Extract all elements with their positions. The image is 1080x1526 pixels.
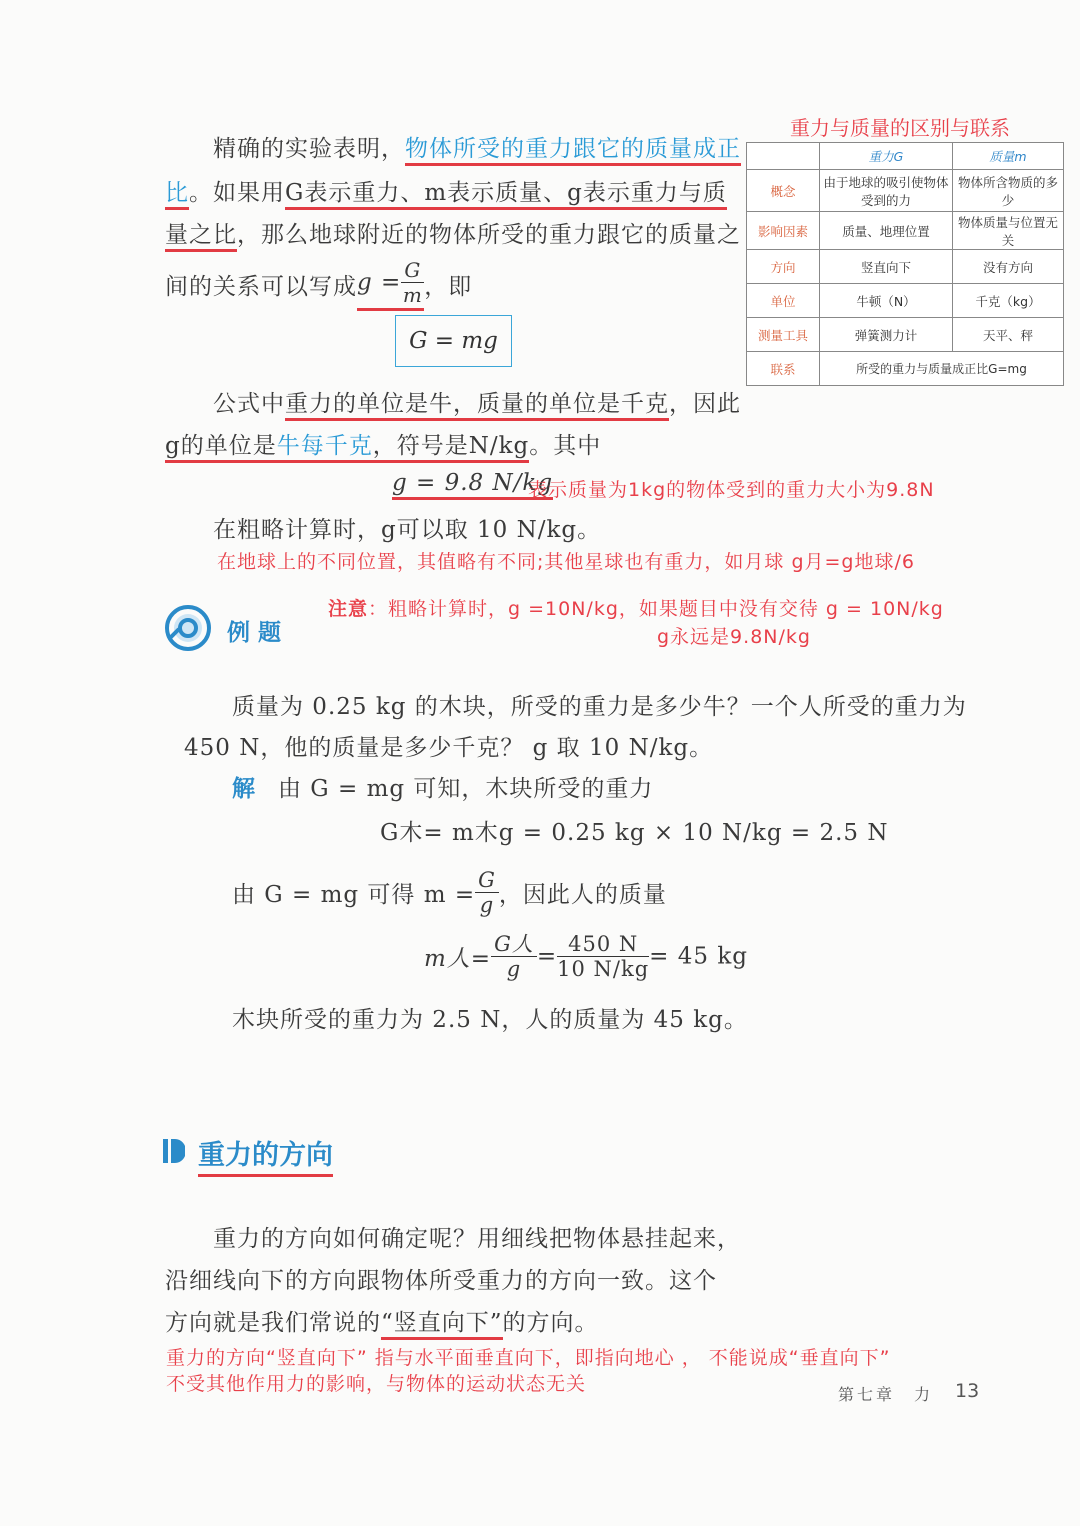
fraction bbox=[475, 868, 499, 917]
underlined-text: 重力的单位是牛，质量的单位是千克 bbox=[285, 391, 669, 421]
highlight-text: 牛每千克 bbox=[277, 433, 373, 463]
para2-line1 bbox=[213, 385, 741, 418]
table-row bbox=[747, 250, 1064, 284]
comparison-table bbox=[746, 142, 1064, 386]
page-number: 13 bbox=[955, 1380, 980, 1402]
cell-mass: 天平、秤 bbox=[953, 318, 1064, 352]
cell-mass: 千克（kg） bbox=[953, 284, 1064, 318]
para1-line4 bbox=[165, 258, 473, 307]
equation-1: G木= m木g = 0.25 kg × 10 N/kg = 2.5 N bbox=[380, 820, 889, 846]
text: 由 G = mg 可得 m = bbox=[232, 882, 476, 908]
g-value-note: 表示质量为1kg的物体受到的重力大小为9.8N bbox=[528, 479, 935, 501]
para1-line3 bbox=[165, 216, 741, 249]
table-row bbox=[747, 318, 1064, 352]
red-note-direction-1: 重力的方向“竖直向下” 指与水平面垂直向下，即指向地心 ， 不能说成“垂直向下” bbox=[166, 1347, 891, 1369]
text: ，即 bbox=[424, 274, 473, 300]
example-question-line1: 质量为 0.25 kg 的木块，所受的重力是多少牛？一个人所受的重力为 bbox=[232, 694, 967, 720]
cell-gravity: 竖直向下 bbox=[820, 250, 953, 284]
section-title: 重力的方向 bbox=[198, 1133, 333, 1177]
fraction bbox=[557, 932, 649, 981]
table-row bbox=[747, 170, 1064, 212]
denominator: 10 N/kg bbox=[557, 957, 650, 981]
cell-gravity: 弹簧测力计 bbox=[820, 318, 953, 352]
para1-line2 bbox=[165, 174, 727, 207]
text: 公式中 bbox=[213, 391, 285, 417]
chapter-label: 第七章 力 bbox=[838, 1385, 934, 1404]
example-icon bbox=[165, 605, 211, 651]
solution-label: 解 bbox=[232, 776, 256, 802]
underlined-text: 量之比 bbox=[165, 222, 237, 252]
example-question-line2: 450 N，他的质量是多少千克？ g 取 10 N/kg。 bbox=[184, 735, 714, 761]
denominator: m bbox=[402, 283, 423, 307]
row-label: 测量工具 bbox=[747, 318, 820, 352]
numerator: G bbox=[401, 258, 424, 283]
cell-mass: 没有方向 bbox=[953, 250, 1064, 284]
text: ，因此人的质量 bbox=[498, 882, 667, 908]
para2-line2 bbox=[165, 427, 601, 460]
underlined-text: “竖直向下” bbox=[381, 1310, 503, 1340]
row-label: 联系 bbox=[747, 352, 820, 386]
numerator: G人 bbox=[491, 932, 537, 957]
red-note-direction-2: 不受其他作用力的影响，与物体的运动状态无关 bbox=[166, 1373, 587, 1395]
cell-relation: 所受的重力与质量成正比G=mg bbox=[820, 352, 1064, 386]
table-corner bbox=[747, 143, 820, 170]
table-title: 重力与质量的区别与联系 bbox=[790, 116, 1010, 140]
text: 的方向。 bbox=[502, 1310, 599, 1336]
table-row bbox=[747, 212, 1064, 250]
text: 间的关系可以写成 bbox=[165, 274, 357, 300]
formula-lhs: g = bbox=[357, 269, 402, 296]
row-label: 概念 bbox=[747, 170, 820, 212]
text: 。其中 bbox=[529, 433, 602, 459]
para1-line1 bbox=[213, 130, 741, 163]
equation-2 bbox=[424, 932, 748, 988]
example-answer: 木块所受的重力为 2.5 N，人的质量为 45 kg。 bbox=[232, 1007, 748, 1033]
underlined-text: g = 9.8 N/kg bbox=[392, 470, 553, 500]
table-row-relation bbox=[747, 352, 1064, 386]
equals: = bbox=[536, 943, 558, 970]
section-marker-icon bbox=[163, 1138, 185, 1164]
note-approx bbox=[328, 594, 944, 621]
text: 精确的实验表明， bbox=[213, 136, 405, 162]
text: ，因此 bbox=[669, 391, 741, 417]
fraction bbox=[401, 258, 424, 307]
row-label: 方向 bbox=[747, 250, 820, 284]
table-header-row bbox=[747, 143, 1064, 170]
formula-g-ratio bbox=[357, 258, 424, 311]
row-label: 影响因素 bbox=[747, 212, 820, 250]
numerator: 450 N bbox=[557, 932, 649, 957]
highlight-text: 物体所受的重力跟它的质量成正 bbox=[405, 136, 741, 166]
text: 方向就是我们常说的 bbox=[165, 1310, 381, 1336]
example-title: 例 题 bbox=[227, 620, 282, 646]
denominator: g bbox=[506, 957, 522, 981]
underlined-text: ，符号是N/kg bbox=[373, 433, 530, 463]
underlined-text: g的单位是 bbox=[165, 433, 277, 463]
cell-gravity: 由于地球的吸引使物体受到的力 bbox=[820, 170, 953, 212]
col-header-gravity: 重力G bbox=[820, 143, 953, 170]
row-label: 单位 bbox=[747, 284, 820, 318]
section-para-line2: 沿细线向下的方向跟物体所受重力的方向一致。这个 bbox=[165, 1268, 717, 1294]
text: 由 G = mg 可知，木块所受的重力 bbox=[278, 776, 654, 802]
text: ，那么地球附近的物体所受的重力跟它的质量之 bbox=[237, 222, 741, 248]
cell-mass: 物体所含物质的多少 bbox=[953, 170, 1064, 212]
solution-line1 bbox=[232, 770, 653, 803]
numerator: G bbox=[475, 868, 499, 893]
section-para-line1: 重力的方向如何确定呢？用细线把物体悬挂起来， bbox=[213, 1226, 741, 1252]
cell-mass: 物体质量与位置无关 bbox=[953, 212, 1064, 250]
formula-box: G = mg bbox=[395, 315, 512, 367]
note-approx-line2: g永远是9.8N/kg bbox=[657, 626, 811, 648]
table-row bbox=[747, 284, 1064, 318]
para2-line4: 在粗略计算时，g可以取 10 N/kg。 bbox=[213, 517, 602, 543]
eq-lhs: m人= bbox=[424, 946, 492, 972]
denominator: g bbox=[479, 893, 495, 917]
col-header-mass: 质量m bbox=[953, 143, 1064, 170]
note-label: 注意 bbox=[328, 598, 369, 620]
section-para-line3 bbox=[165, 1304, 599, 1337]
fraction bbox=[491, 932, 537, 981]
cell-gravity: 牛顿（N） bbox=[820, 284, 953, 318]
underlined-text: G表示重力、m表示质量、g表示重力与质 bbox=[285, 180, 727, 210]
eq-rhs: = 45 kg bbox=[649, 943, 748, 970]
red-note-gravity-variation: 在地球上的不同位置，其值略有不同;其他星球也有重力，如月球 g月=g地球/6 bbox=[217, 551, 915, 573]
cell-gravity: 质量、地理位置 bbox=[820, 212, 953, 250]
solution-line2 bbox=[232, 868, 667, 920]
text: 。如果用 bbox=[189, 180, 285, 206]
highlight-text: 比 bbox=[165, 180, 189, 210]
note-text: ：粗略计算时，g =10N/kg，如果题目中没有交待 g = 10N/kg bbox=[368, 598, 944, 620]
